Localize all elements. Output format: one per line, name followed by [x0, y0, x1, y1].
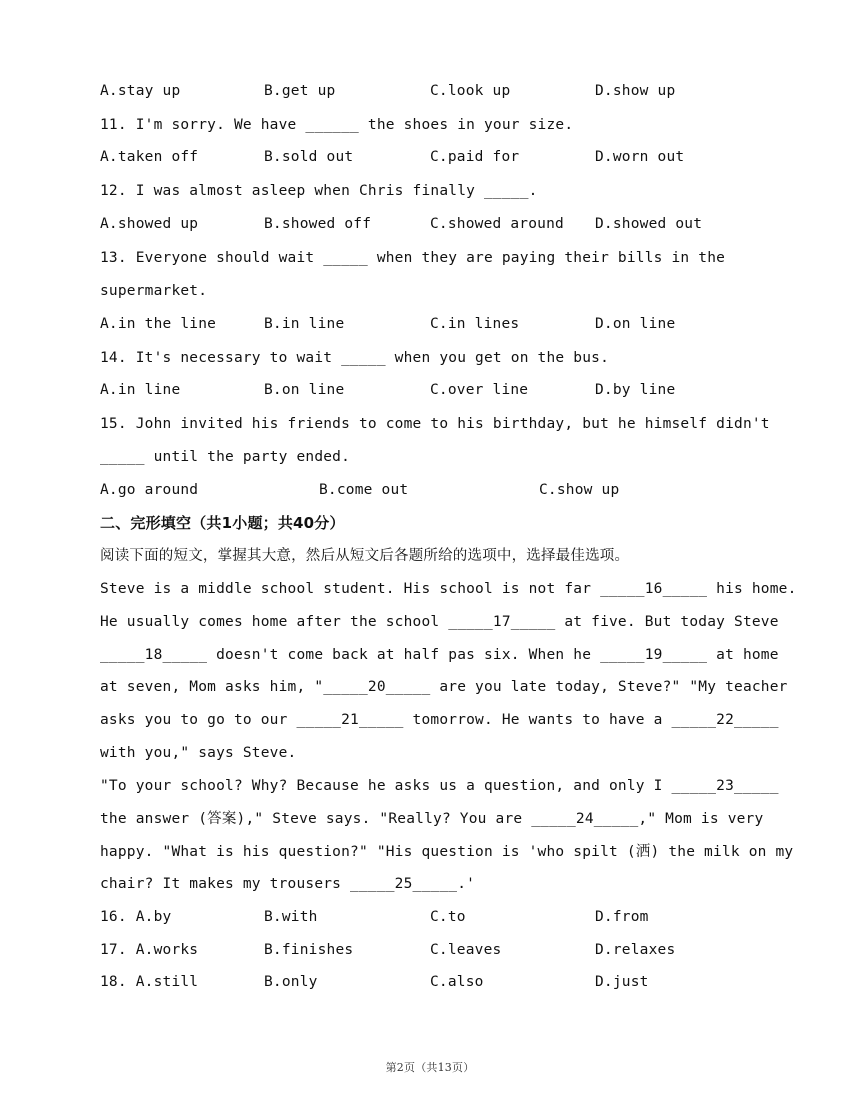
- option-b: B.showed off: [264, 216, 372, 232]
- option-b: B.get up: [264, 83, 336, 99]
- option-b: B.with: [264, 909, 318, 925]
- option-a: A.taken off: [100, 149, 199, 165]
- q18-options: [100, 972, 800, 992]
- option-c: C.show up: [539, 482, 620, 498]
- q15-options: [100, 480, 800, 500]
- option-d: D.by line: [595, 382, 676, 398]
- passage-line: "To your school? Why? Because he asks us a question, and only I _____23_____: [100, 778, 779, 794]
- option-d: D.just: [595, 974, 649, 990]
- option-a: A.go around: [100, 482, 199, 498]
- option-a: 18. A.still: [100, 974, 199, 990]
- option-b: B.on line: [264, 382, 345, 398]
- q11-options: [100, 147, 800, 167]
- option-a: 17. A.works: [100, 942, 199, 958]
- option-b: B.sold out: [264, 149, 354, 165]
- option-d: D.show up: [595, 83, 676, 99]
- passage-line: asks you to go to our _____21_____ tomorrow. He wants to have a _____22_____: [100, 712, 779, 728]
- option-b: B.only: [264, 974, 318, 990]
- passage-line: happy. "What is his question?" "His question is 'who spilt (洒) the milk on my: [100, 844, 794, 860]
- passage-line: He usually comes home after the school _____17_____ at five. But today Steve: [100, 614, 779, 630]
- option-d: D.from: [595, 909, 649, 925]
- q12-stem: 12. I was almost asleep when Chris finally _____.: [100, 183, 538, 199]
- option-c: C.in lines: [430, 316, 520, 332]
- q13-options: [100, 314, 800, 334]
- passage-line: _____18_____ doesn't come back at half pas six. When he _____19_____ at home: [100, 647, 779, 663]
- option-c: C.showed around: [430, 216, 564, 232]
- option-a: 16. A.by: [100, 909, 172, 925]
- section-heading: 二、完形填空（共1小题；共40分）: [100, 514, 345, 532]
- option-c: C.over line: [430, 382, 529, 398]
- option-b: B.come out: [319, 482, 409, 498]
- q17-options: [100, 940, 800, 960]
- option-d: D.showed out: [595, 216, 703, 232]
- option-d: D.relaxes: [595, 942, 676, 958]
- passage-line: the answer (答案)," Steve says. "Really? You are _____24_____," Mom is very: [100, 811, 764, 827]
- q13-stem-line2: supermarket.: [100, 283, 208, 299]
- option-c: C.paid for: [430, 149, 520, 165]
- option-b: B.in line: [264, 316, 345, 332]
- passage-line: at seven, Mom asks him, "_____20_____ are you late today, Steve?" "My teacher: [100, 679, 788, 695]
- option-d: D.worn out: [595, 149, 685, 165]
- section-instruction: 阅读下面的短文，掌握其大意，然后从短文后各题所给的选项中，选择最佳选项。: [100, 548, 630, 564]
- q13-stem-line1: 13. Everyone should wait _____ when they are paying their bills in the: [100, 250, 726, 266]
- q14-options: [100, 380, 800, 400]
- option-d: D.on line: [595, 316, 676, 332]
- option-c: C.look up: [430, 83, 511, 99]
- q11-stem: 11. I'm sorry. We have ______ the shoes in your size.: [100, 117, 574, 133]
- option-c: C.leaves: [430, 942, 502, 958]
- option-a: A.in the line: [100, 316, 217, 332]
- passage-line: chair? It makes my trousers _____25_____.': [100, 876, 476, 892]
- option-c: C.also: [430, 974, 484, 990]
- option-a: A.in line: [100, 382, 181, 398]
- q15-stem-line2: _____ until the party ended.: [100, 449, 351, 465]
- option-a: A.showed up: [100, 216, 199, 232]
- q12-options: [100, 214, 800, 234]
- page-footer: 第2页（共13页）: [385, 1061, 475, 1074]
- q15-stem-line1: 15. John invited his friends to come to his birthday, but he himself didn't: [100, 416, 770, 432]
- q16-options: [100, 907, 800, 927]
- q10-options: [100, 81, 800, 101]
- passage-line: with you," says Steve.: [100, 745, 297, 761]
- option-c: C.to: [430, 909, 466, 925]
- passage-line: Steve is a middle school student. His school is not far _____16_____ his home.: [100, 581, 797, 597]
- q14-stem: 14. It's necessary to wait _____ when you get on the bus.: [100, 350, 609, 366]
- option-b: B.finishes: [264, 942, 354, 958]
- option-a: A.stay up: [100, 83, 181, 99]
